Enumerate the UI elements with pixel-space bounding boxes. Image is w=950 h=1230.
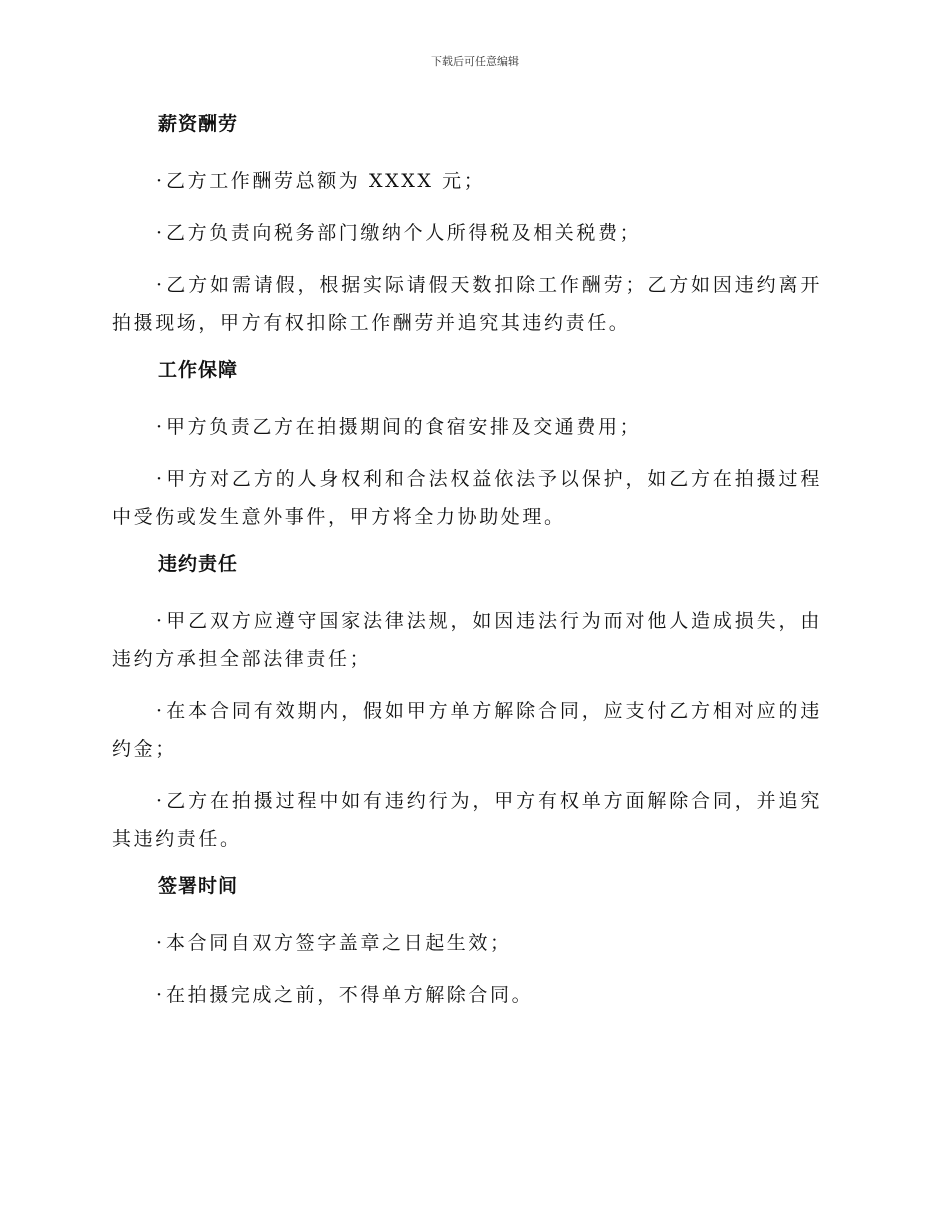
document-body xyxy=(112,110,822,1028)
bullet-icon: · xyxy=(156,170,165,192)
section-breach-liability xyxy=(112,550,822,858)
section-work-guarantee xyxy=(112,356,822,536)
section-salary xyxy=(112,110,822,342)
section-heading: 工作保障 xyxy=(158,359,239,381)
bullet-icon: · xyxy=(156,222,165,244)
list-item: ·在拍摄完成之前，不得单方解除合同。 xyxy=(112,976,822,1014)
section-heading: 签署时间 xyxy=(158,875,239,897)
list-item: ·甲乙双方应遵守国家法律法规，如因违法行为而对他人造成损失，由违约方承担全部法律责任； xyxy=(112,602,822,678)
bullet-icon: · xyxy=(156,274,165,296)
list-item: ·乙方工作酬劳总额为 XXXX 元； xyxy=(112,162,822,200)
section-heading: 违约责任 xyxy=(158,553,239,575)
bullet-icon: · xyxy=(156,932,165,954)
section-signing-time xyxy=(112,872,822,1014)
section-heading: 薪资酬劳 xyxy=(158,113,239,135)
list-item: ·乙方负责向税务部门缴纳个人所得税及相关税费； xyxy=(112,214,822,252)
list-item: ·甲方对乙方的人身权利和合法权益依法予以保护，如乙方在拍摄过程中受伤或发生意外事件，甲方将全力协助处理。 xyxy=(112,460,822,536)
list-item: ·本合同自双方签字盖章之日起生效； xyxy=(112,924,822,962)
list-item: ·乙方在拍摄过程中如有违约行为，甲方有权单方面解除合同，并追究其违约责任。 xyxy=(112,782,822,858)
list-item: ·乙方如需请假，根据实际请假天数扣除工作酬劳；乙方如因违约离开拍摄现场，甲方有权扣除工作酬劳并追究其违约责任。 xyxy=(112,266,822,342)
bullet-icon: · xyxy=(156,700,165,722)
bullet-icon: · xyxy=(156,416,165,438)
bullet-icon: · xyxy=(156,790,165,812)
bullet-icon: · xyxy=(156,468,165,490)
list-item: ·甲方负责乙方在拍摄期间的食宿安排及交通费用； xyxy=(112,408,822,446)
list-item: ·在本合同有效期内，假如甲方单方解除合同，应支付乙方相对应的违约金； xyxy=(112,692,822,768)
page-header-note: 下载后可任意编辑 xyxy=(431,55,519,68)
bullet-icon: · xyxy=(156,610,165,632)
bullet-icon: · xyxy=(156,984,165,1006)
